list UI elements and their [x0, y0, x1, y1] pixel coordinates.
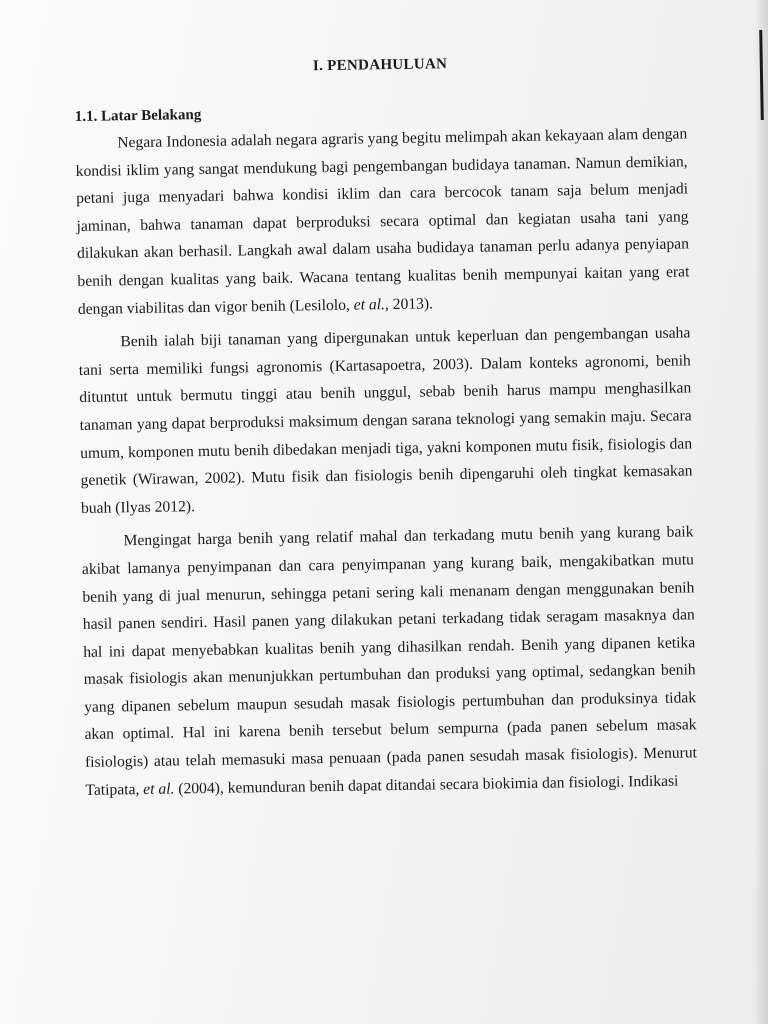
chapter-title: I. PENDAHULUAN [312, 56, 448, 75]
section-title: 1.1. Latar Belakang [74, 107, 202, 125]
paragraph-3-text-1: Mengingat harga benih yang relatif mahal dan terkadang mutu benih yang kurang baik akibat lamanya penyimpanan dan cara penyimpanan yang kurang baik, mengakibatkan mutu benih yang di jual menurun, sehingga petani sering kali menanam dengan menggunakan benih hasil panen sendiri. Hasil panen yang dilakukan petani terkadang tidak seragam masaknya dan hal ini dapat menyebabkan kualitas benih yang dihasilkan rendah. Benih yang dipanen ketika masak fisiologis akan menunjukkan pertumbuhan dan produksi yang optimal, sedangkan benih yang dipanen sebelum maupun sesudah masak fisiologis pertumbuhan dan produksinya tidak akan optimal. Hal ini karena benih tersebut belum sempurna (pada panen sebelum masak fisiologis) atau telah memasuki masa penuaan (pada panen sesudah masak fisiologis). Menurut Tatipata, [81, 523, 698, 799]
document-content [74, 52, 698, 804]
paragraph-3-text-2: (2004), kemunduran benih dapat ditandai secara biokimia dan fisiologi. Indikasi [174, 772, 679, 798]
paragraph-1-italic-etal: et al. [353, 295, 386, 314]
paragraph-1-text-1: Negara Indonesia adalah negara agraris yang begitu melimpah akan kekayaan alam dengan kondisi iklim yang sangat mendukung bagi pengembangan budidaya tanaman. Namun demikian, petani juga menyadari bahwa kondisi iklim dan cara bercocok tanam saja belum menjadi jaminan, bahwa tanaman dapat berproduksi secara optimal dan kegiatan usaha tani yang dilakukan akan berhasil. Langkah awal dalam usaha budidaya tanaman perlu adanya penyiapan benih dengan kualitas yang baik. Wacana tentang kualitas benih mempunyai kaitan yang erat dengan viabilitas dan vigor benih (Lesilolo, [75, 125, 690, 318]
paragraph-3 [81, 519, 697, 805]
page-edge-shadow [754, 0, 768, 1024]
paragraph-1-text-2: , 2013). [384, 294, 434, 313]
paragraph-2 [78, 320, 693, 523]
paragraph-2-text-1: Benih ialah biji tanaman yang dipergunakan untuk keperluan dan pengembangan usaha tani serta memiliki fungsi agronomis (Kartasapoetra, 2003). Dalam konteks agronomi, benih dituntut untuk bermutu tinggi atau benih unggul, sebab benih harus mampu menghasilkan tanaman yang dapat berproduksi maksimum dengan sarana teknologi yang semakin maju. Secara umum, komponen mutu benih dibedakan menjadi tiga, yakni komponen mutu fisik, fisiologis dan genetik (Wirawan, 2002). Mutu fisik dan fisiologis benih dipengaruhi oleh tingkat kemasakan buah (Ilyas 2012). [78, 324, 693, 517]
paragraph-1 [75, 120, 690, 323]
paragraph-3-italic-etal: et al. [143, 780, 175, 798]
